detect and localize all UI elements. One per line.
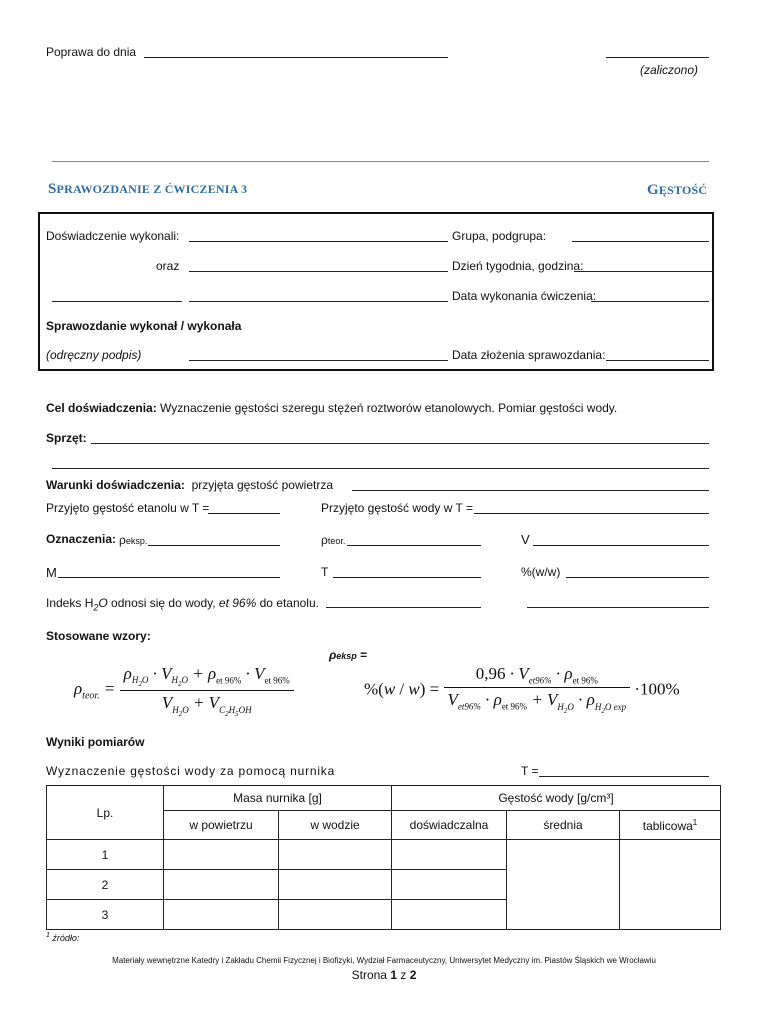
cell-wodzie[interactable] (279, 870, 392, 900)
row-lp: 2 (47, 870, 164, 900)
col-tablicowa: tablicowa$^1$ (620, 811, 721, 840)
cell-dosw[interactable] (392, 900, 507, 930)
formula-ww: %(w / w) = $\frac{0,96 \cdot V_{et96\%} \cdot \rho_{et 96\%}}{V_{et96\%} \cdot \rho_{et 96\%} + V_{H_2O} \cdot \rho_{H_2O exp}}$ ·100% (364, 664, 680, 715)
woda-field[interactable] (474, 513, 709, 514)
cell-powietrze[interactable] (164, 900, 279, 930)
wykonali-field-1[interactable] (189, 241, 448, 242)
poprawa-date-field[interactable] (144, 57, 448, 58)
t-field[interactable] (333, 577, 481, 578)
data-wykonania-label: Data wykonania ćwiczenia: (452, 289, 597, 303)
col-dosw: doświadczalna (392, 811, 507, 840)
page-number: Strona 1 z 2 (351, 968, 417, 982)
table-row (47, 840, 721, 870)
row-lp: 3 (47, 900, 164, 930)
footer-institution: Materiały wewnętrzne Katedry i Zakładu Chemii Fizycznej i Biofizyki, Wydział Farmaceutyczny, Uniwersytet Medyczny im. Piastów Śląskich we Wrocławiu (112, 956, 656, 965)
indeks-note: Indeks $H_2O$ odnosi się do wody, et 96% do etanolu. (46, 596, 319, 613)
indeks-field-2[interactable] (527, 607, 709, 608)
cell-powietrze[interactable] (164, 840, 279, 870)
topic-title: GĘSTOŚĆ (647, 182, 708, 198)
rho-teor-label: ρteor. (321, 533, 346, 547)
grupa-field[interactable] (572, 241, 709, 242)
m-field[interactable] (58, 577, 280, 578)
wykonali-field-2[interactable] (189, 271, 448, 272)
grupa-label: Grupa, podgrupa: (452, 229, 547, 243)
cell-dosw[interactable] (392, 870, 507, 900)
dzien-field[interactable] (574, 271, 713, 272)
cell-tablicowa[interactable] (620, 840, 721, 930)
col-lp: Lp. (47, 786, 164, 840)
results-t-label: T = (521, 764, 539, 778)
cell-wodzie[interactable] (279, 840, 392, 870)
sprzet-field-1[interactable] (91, 443, 709, 444)
formula-rho-teor: $\rho_{teor.}$ = $\frac{\rho_{H_2O} \cdot V_{H_2O} + \rho_{et 96\%} \cdot V_{et 96\%}}{V_{H_2O} + V_{C_2H_5OH}}$ (74, 664, 294, 717)
wzory-label: Stosowane wzory: (46, 629, 151, 643)
sprawozdanie-label: Sprawozdanie wykonał / wykonała (46, 319, 242, 333)
data-zlozenia-label: Data złożenia sprawozdania: (452, 348, 606, 362)
wyniki-title: Wyniki pomiarów (46, 735, 145, 749)
etanol-field[interactable] (208, 513, 280, 514)
v-field[interactable] (533, 545, 709, 546)
etanol-label: Przyjęto gęstość etanolu w T = (46, 501, 210, 515)
cell-dosw[interactable] (392, 840, 507, 870)
data-zlozenia-field[interactable] (606, 360, 709, 361)
oznaczenia-label: Oznaczenia: (46, 532, 117, 546)
results-table (46, 785, 721, 930)
v-label: V (521, 532, 530, 547)
rho-eksp-field[interactable] (148, 545, 280, 546)
oraz-label: oraz (156, 259, 180, 273)
col-srednia: średnia (507, 811, 620, 840)
wykonali-field-3b[interactable] (189, 301, 448, 302)
warunki-row: Warunki doświadczenia: przyjęta gęstość powietrza (46, 478, 333, 492)
ww-field[interactable] (566, 577, 709, 578)
wykonali-field-3a[interactable] (52, 301, 182, 302)
ww-label: %(w/w) (521, 565, 561, 579)
cell-powietrze[interactable] (164, 870, 279, 900)
col-powietrze: w powietrzu (164, 811, 279, 840)
cell-srednia[interactable] (507, 840, 620, 930)
t-label: T (321, 565, 329, 579)
podpis-field[interactable] (189, 360, 448, 361)
indeks-field-1[interactable] (326, 607, 481, 608)
podpis-label: (odręczny podpis) (46, 348, 142, 362)
col-gestosc: Gęstość wody [g/cm³] (392, 786, 721, 811)
footnote: $^1$ źródło: (46, 932, 80, 943)
wyniki-subtitle: Wyznaczenie gęstości wody za pomocą nurnika (46, 764, 336, 778)
col-masa: Masa nurnika [g] (164, 786, 392, 811)
zaliczono-label: (zaliczono) (640, 63, 699, 77)
cel-row: Cel doświadczenia: Wyznaczenie gęstości szeregu stężeń roztworów etanolowych. Pomiar gęstości wody. (46, 401, 618, 415)
rho-eksp-equation: ρeksp = (329, 648, 368, 662)
poprawa-label: Poprawa do dnia (46, 45, 137, 59)
rho-eksp-label: ρeksp. (119, 533, 148, 547)
report-title: SPRAWOZDANIE Z ĆWICZENIA 3 (48, 181, 248, 197)
rho-teor-field[interactable] (347, 545, 481, 546)
data-wykonania-field[interactable] (591, 301, 709, 302)
header-rule (52, 161, 709, 162)
sprzet-label: Sprzęt: (46, 431, 87, 445)
cell-wodzie[interactable] (279, 900, 392, 930)
col-wodzie: w wodzie (279, 811, 392, 840)
results-t-field[interactable] (539, 776, 709, 777)
zaliczono-field[interactable] (606, 57, 709, 58)
sprzet-field-2[interactable] (52, 468, 709, 469)
dzien-label: Dzień tygodnia, godzina: (452, 259, 584, 273)
wykonali-label: Doświadczenie wykonali: (46, 229, 180, 243)
warunki-field[interactable] (352, 490, 709, 491)
row-lp: 1 (47, 840, 164, 870)
m-label: M (46, 565, 57, 580)
woda-label: Przyjęto gęstość wody w T = (321, 501, 473, 515)
